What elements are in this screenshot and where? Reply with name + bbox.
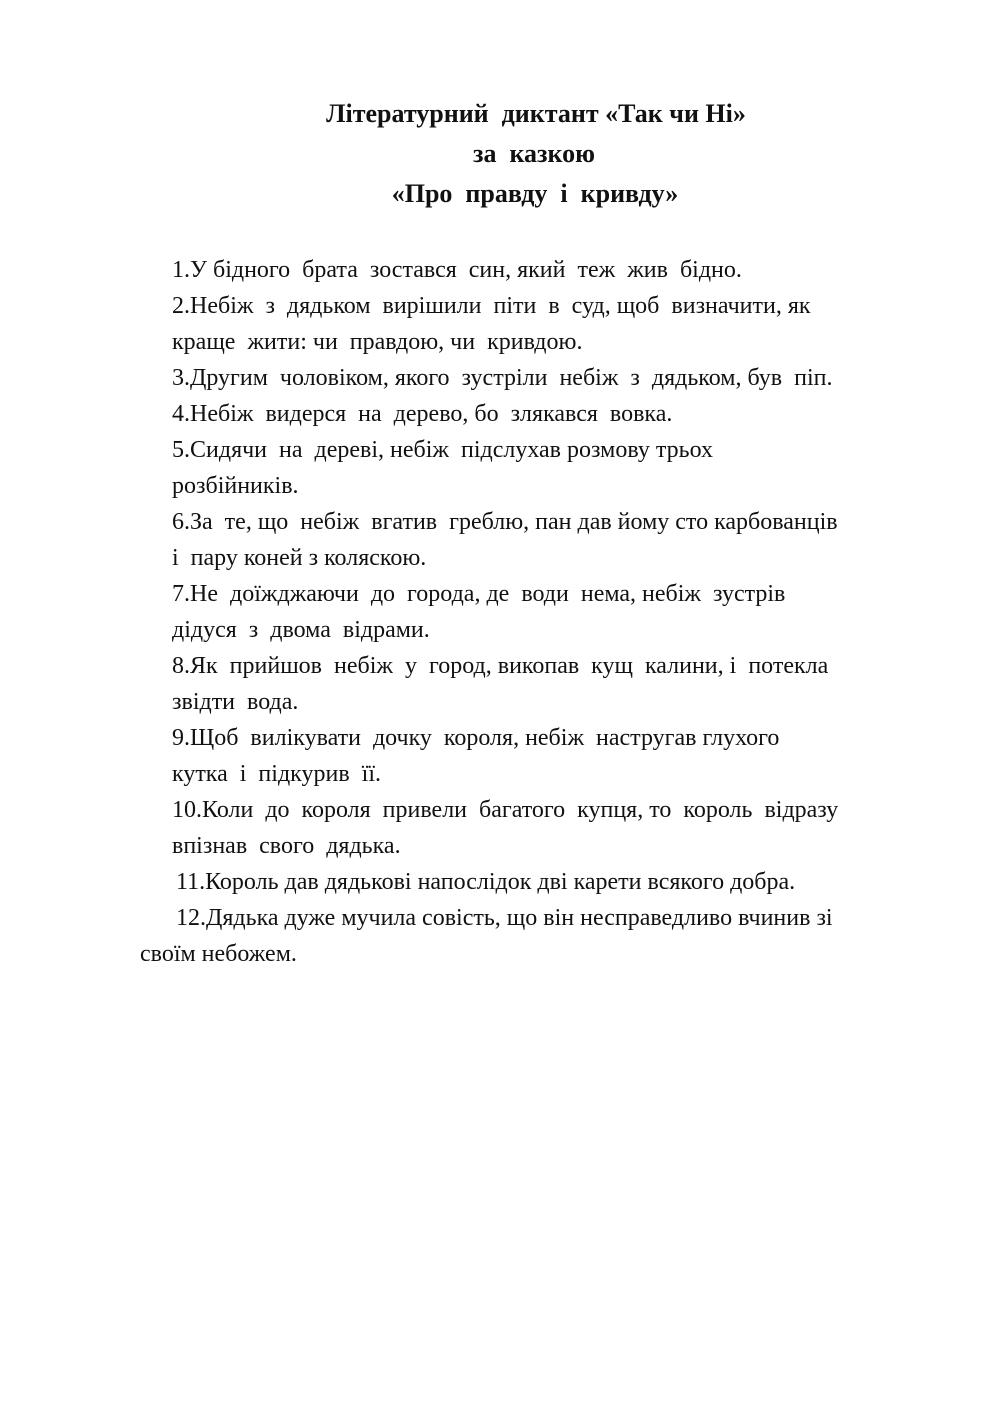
statement-2-line-1: 2.Небіж з дядьком вирішили піти в суд, щоб визначити, як [172, 293, 811, 319]
document-title [0, 94, 1000, 214]
statement-11-line-1: 11.Король дав дядькові напослідок дві карети всякого добра. [176, 869, 796, 895]
statement-7-line-2: дідуся з двома відрами. [172, 617, 430, 643]
statement-8-line-2: звідти вода. [172, 689, 299, 715]
statement-5-line-2: розбійників. [172, 473, 299, 499]
statement-7-line-1: 7.Не доїжджаючи до города, де води нема, небіж зустрів [172, 581, 786, 607]
statement-4-line-1: 4.Небіж видерся на дерево, бо злякався вовка. [172, 401, 673, 427]
statement-6-line-1: 6.За те, що небіж вгатив греблю, пан дав йому сто карбованців [172, 509, 838, 535]
title-line-2: за казкою [473, 139, 595, 168]
statement-9-line-2: кутка і підкурив її. [172, 761, 381, 787]
statement-2-line-2: краще жити: чи правдою, чи кривдою. [172, 329, 583, 355]
statement-6-line-2: і пару коней з коляскою. [172, 545, 427, 571]
statement-10-line-2: впізнав свого дядька. [172, 833, 401, 859]
title-line-3: «Про правду і кривду» [391, 179, 679, 208]
statement-1-line-1: 1.У бідного брата зостався син, який теж жив бідно. [172, 257, 742, 283]
title-line-1: Літературний диктант «Так чи Ні» [326, 99, 746, 128]
statement-5-line-1: 5.Сидячи на дереві, небіж підслухав розмову трьох [172, 437, 713, 463]
statement-3-line-1: 3.Другим чоловіком, якого зустріли небіж з дядьком, був піп. [172, 365, 833, 391]
statement-10-line-1: 10.Коли до короля привели багатого купця, то король відразу [172, 797, 839, 823]
statement-12-line-1: 12.Дядька дуже мучила совість, що він несправедливо вчинив зі [176, 905, 833, 931]
statement-12-line-2: своїм небожем. [140, 941, 297, 967]
statement-9-line-1: 9.Щоб вилікувати дочку короля, небіж настругав глухого [172, 725, 780, 751]
statement-8-line-1: 8.Як прийшов небіж у город, викопав кущ калини, і потекла [172, 653, 829, 679]
